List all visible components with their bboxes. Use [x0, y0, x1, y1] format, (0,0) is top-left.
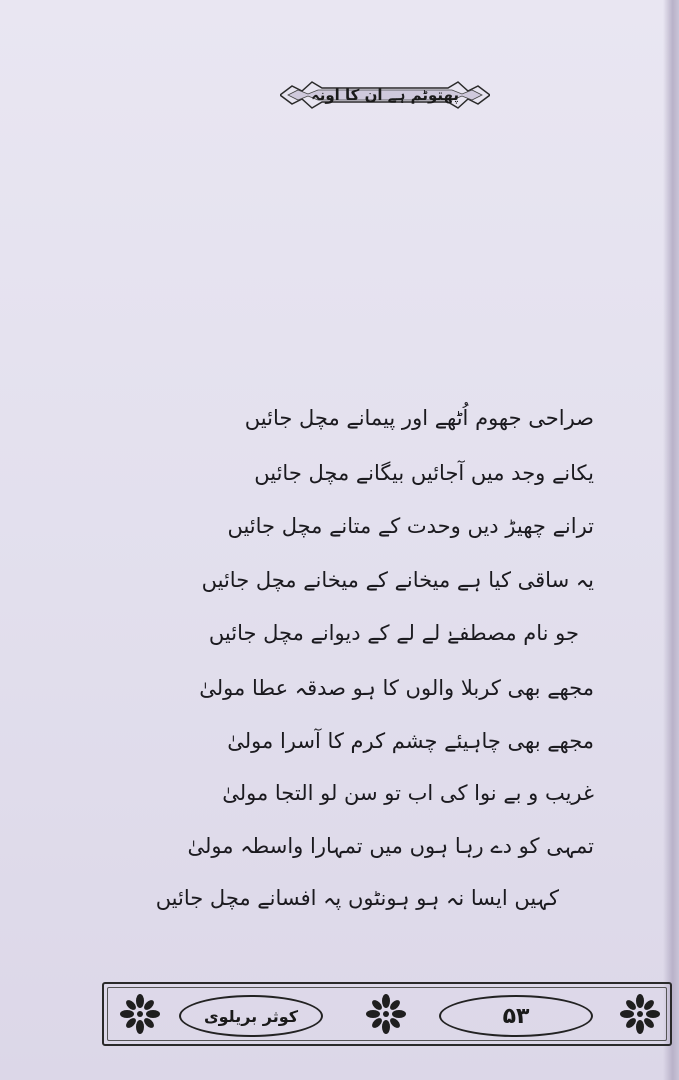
footer-band — [102, 982, 672, 1046]
verse-line: یہ ساقی کیا ہے میخانے کے میخانے مچل جائیں — [201, 568, 594, 592]
verse-line: یکانے وجد میں آجائیں بیگانے مچل جائیں — [254, 461, 594, 485]
verse-line: مجھے بھی چاہیئے چشم کرم کا آسرا مولیٰ — [227, 729, 594, 753]
header-title: پھتوٹم ہے ان کا اونہ — [310, 86, 460, 104]
verse-line: صراحی جھوم اُٹھے اور پیمانے مچل جائیں — [244, 406, 594, 430]
flower-ornament-icon — [618, 992, 662, 1036]
verse-line: مجھے بھی کربلا والوں کا ہو صدقہ عطا مولیٰ — [199, 676, 594, 700]
verse-line: غریب و بے نوا کی اب تو سن لو التجا مولیٰ — [222, 781, 594, 805]
page-number: ۵۳ — [439, 995, 593, 1037]
page-edge-shadow — [663, 0, 679, 1080]
verse-line: ترانے چھیڑ دیں وحدت کے متانے مچل جائیں — [227, 514, 594, 538]
flower-ornament-icon — [364, 992, 408, 1036]
header-ornament — [280, 78, 490, 112]
verse-line: کہیں ایسا نہ ہو ہونٹوں پہ افسانے مچل جائیں — [155, 886, 559, 910]
verse-line: تمہی کو دے رہا ہوں میں تمہارا واسطہ مولیٰ — [187, 834, 594, 858]
verse-line: جو نام مصطفےٰ لے لے کے دیوانے مچل جائیں — [208, 621, 579, 645]
poet-name: کوثر بریلوی — [179, 995, 323, 1037]
flower-ornament-icon — [118, 992, 162, 1036]
